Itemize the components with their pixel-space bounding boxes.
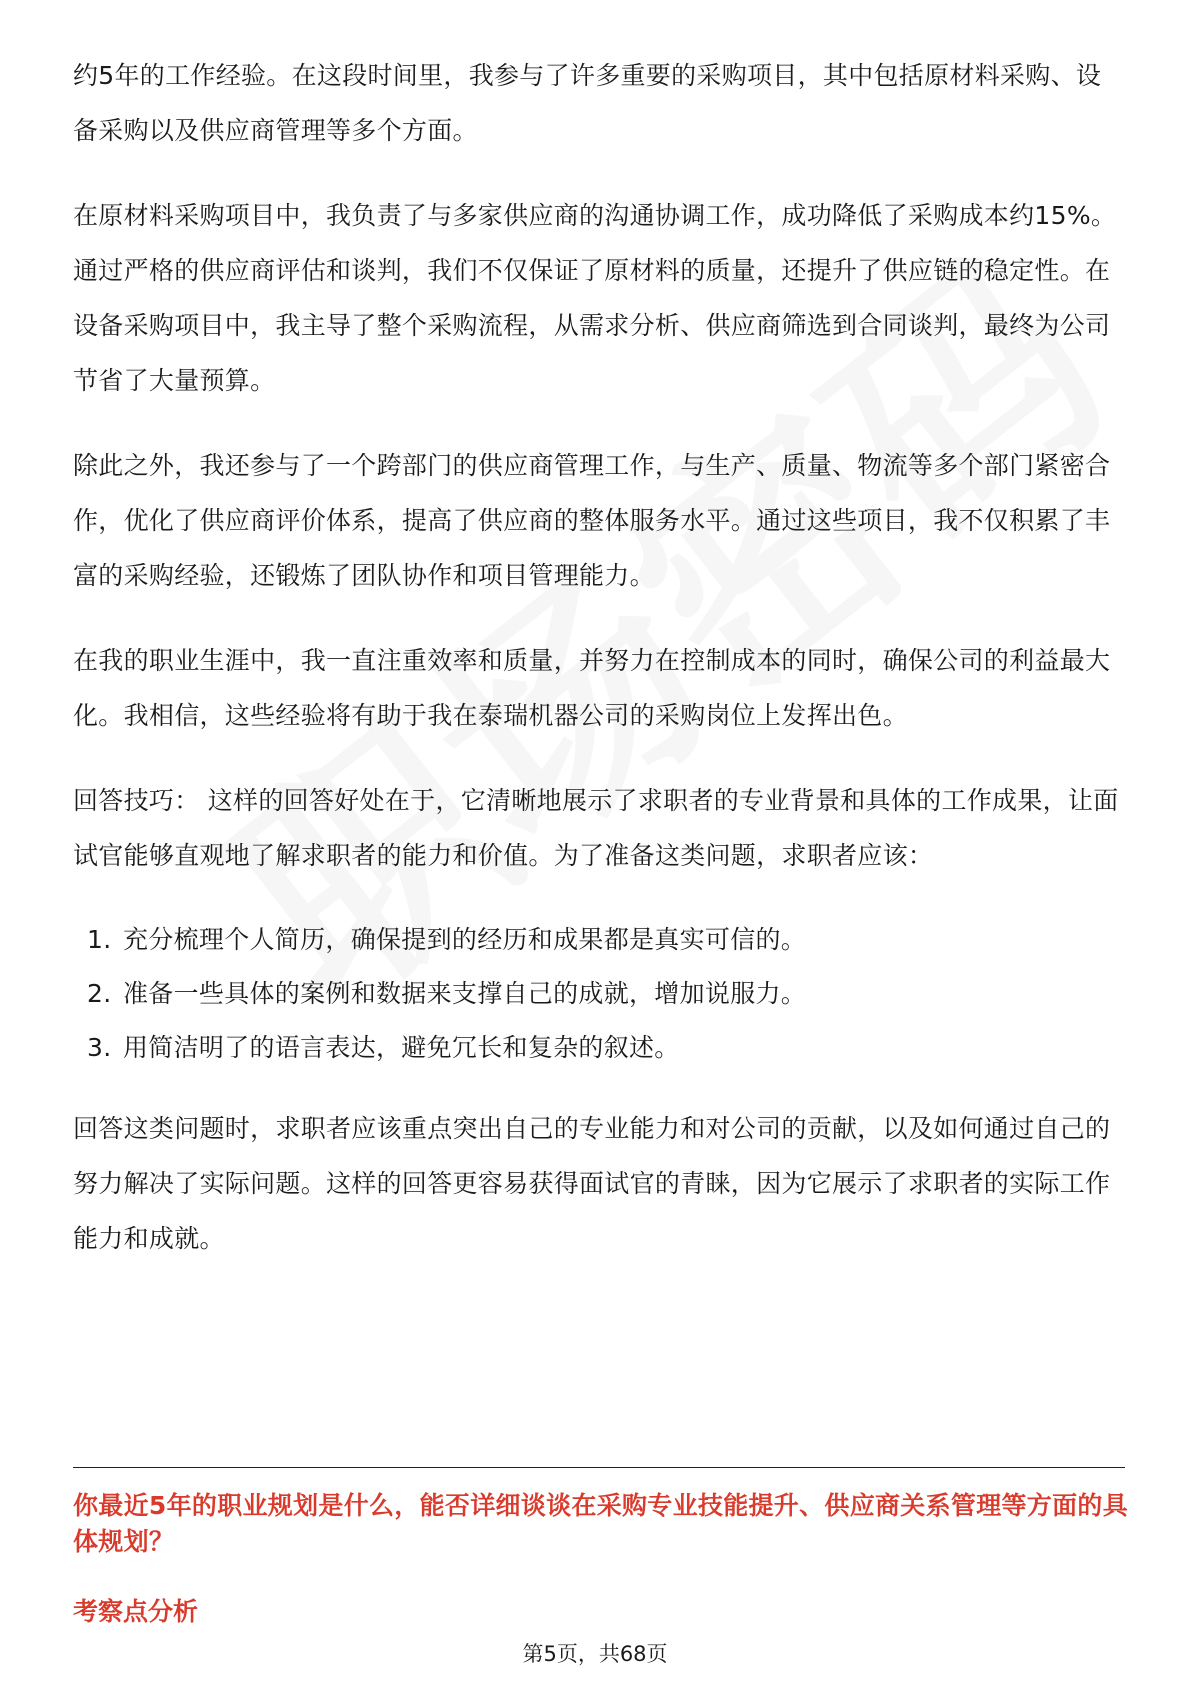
paragraph-closing: 回答这类问题时，求职者应该重点突出自己的专业能力和对公司的贡献，以及如何通过自己的努力解决了实际问题。这样的回答更容易获得面试官的青睐，因为它展示了求职者的实际工作能力和成就。 [73, 1114, 1111, 1253]
paragraph-cross-department: 除此之外，我还参与了一个跨部门的供应商管理工作，与生产、质量、物流等多个部门紧密合作，优化了供应商评价体系，提高了供应商的整体服务水平。通过这些项目，我不仅积累了丰富的采购经验，还锻炼了团队协作和项目管理能力。 [73, 451, 1111, 590]
list-item-number: 1. [87, 925, 112, 954]
list-item-number: 3. [87, 1033, 112, 1062]
list-item-number: 2. [87, 979, 112, 1008]
list-item [73, 1021, 1123, 1075]
list-item-text: 用简洁明了的语言表达，避免冗长和复杂的叙述。 [123, 1033, 680, 1062]
paragraph-career-summary: 在我的职业生涯中，我一直注重效率和质量，并努力在控制成本的同时，确保公司的利益最大化。我相信，这些经验将有助于我在泰瑞机器公司的采购岗位上发挥出色。 [73, 646, 1111, 730]
paragraph-raw-material-project: 在原材料采购项目中，我负责了与多家供应商的沟通协调工作，成功降低了采购成本约15%。通过严格的供应商评估和谈判，我们不仅保证了原材料的质量，还提升了供应链的稳定性。在设备采购项目中，我主导了整个采购流程，从需求分析、供应商筛选到合同谈判，最终为公司节省了大量预算。 [73, 201, 1117, 395]
section-divider [73, 1467, 1125, 1468]
page-number: 第5页，共68页 [522, 1642, 668, 1666]
document-body [73, 48, 1123, 1296]
list-item [73, 913, 1123, 967]
list-item [73, 967, 1123, 1021]
analysis-heading: 考察点分析 [73, 1597, 199, 1626]
tips-list [73, 913, 1123, 1075]
paragraph-answer-tips: 回答技巧： 这样的回答好处在于，它清晰地展示了求职者的专业背景和具体的工作成果，让面试官能够直观地了解求职者的能力和价值。为了准备这类问题，求职者应该： [73, 786, 1119, 870]
list-item-text: 准备一些具体的案例和数据来支撑自己的成就，增加说服力。 [123, 979, 807, 1008]
next-question-heading: 你最近5年的职业规划是什么，能否详细谈谈在采购专业技能提升、供应商关系管理等方面的具体规划？ [73, 1491, 1128, 1556]
paragraph-experience-intro: 约5年的工作经验。在这段时间里，我参与了许多重要的采购项目，其中包括原材料采购、设备采购以及供应商管理等多个方面。 [73, 61, 1102, 145]
list-item-text: 充分梳理个人简历，确保提到的经历和成果都是真实可信的。 [123, 925, 807, 954]
